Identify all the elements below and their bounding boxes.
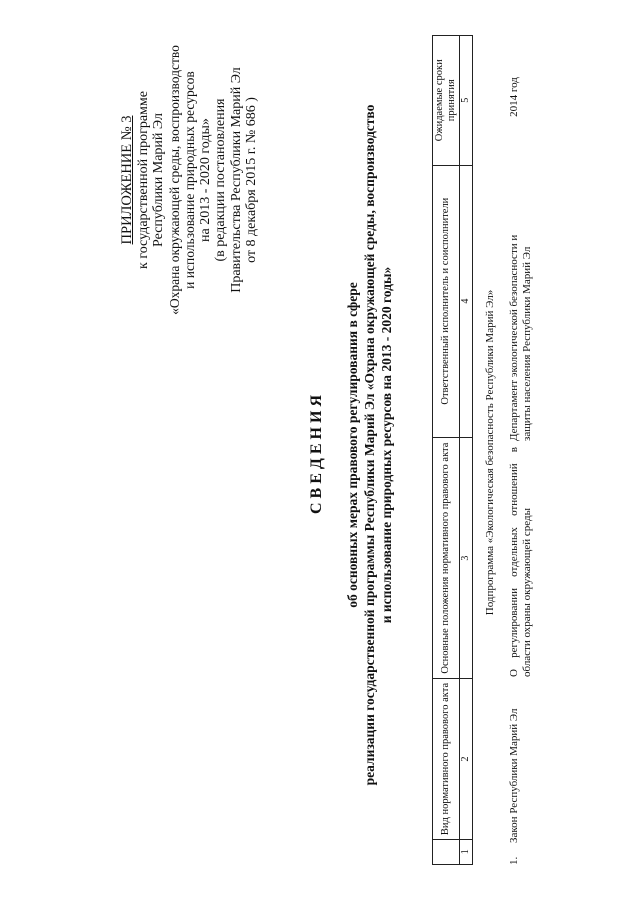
row-provisions: О регулировании отдельных отношений в области охраны окружающей среды [508,447,533,677]
row-act-type: Закон Республики Марий Эл [508,708,520,843]
appendix-line: и использование природных ресурсов [182,71,197,289]
column-number: 5 [460,36,473,166]
appendix-line: «Охрана окружающей среды, воспроизводство [166,45,182,315]
subtitle-line: реализации государственной программы Республики Марий Эл «Охрана окружающей среды, воспроизводство [362,104,377,786]
column-number: 4 [460,165,473,437]
subprogram-title: Подпрограмма «Экологическая безопасность Республики Марий Эл» [484,289,496,616]
appendix-line: от 8 декабря 2015 г. № 686 ) [244,97,259,263]
table-number-row [460,36,473,865]
row-number: 1. [508,856,520,865]
appendix-line: на 2013 - 2020 годы» [197,118,213,242]
header-cell-executor: Ответственный исполнитель и соисполнители [433,165,460,437]
table-header-row [433,36,460,865]
row-term: 2014 год [508,77,520,117]
header-cell-provisions: Основные положения нормативного правового акта [433,437,460,679]
appendix-line: Правительства Республики Марий Эл [228,67,244,293]
appendix-line: (в редакции постановления [213,98,228,262]
appendix-line: к государственной программе [135,91,151,269]
subtitle-line: и использование природных ресурсов на 2013 - 2020 годы» [379,266,394,624]
document-heading: СВЕДЕНИЯ [308,390,325,515]
appendix-title: ПРИЛОЖЕНИЕ № 3 [119,115,135,245]
column-number: 1 [460,839,473,864]
header-cell-term: Ожидаемые сроки принятия [433,36,460,166]
column-number: 2 [460,679,473,839]
measures-table [432,35,473,865]
subtitle-line: об основных мерах правового регулирования в сфере [345,282,360,608]
header-cell-act-type: Вид нормативного правового акта [433,679,460,839]
appendix-block [120,15,260,345]
row-executor: Департамент экологической безопасности и защиты населения Республики Марий Эл [508,234,533,441]
column-number: 3 [460,437,473,679]
document-subtitle [344,45,395,845]
appendix-line: Республики Марий Эл [151,113,166,247]
header-cell-number [433,839,460,864]
